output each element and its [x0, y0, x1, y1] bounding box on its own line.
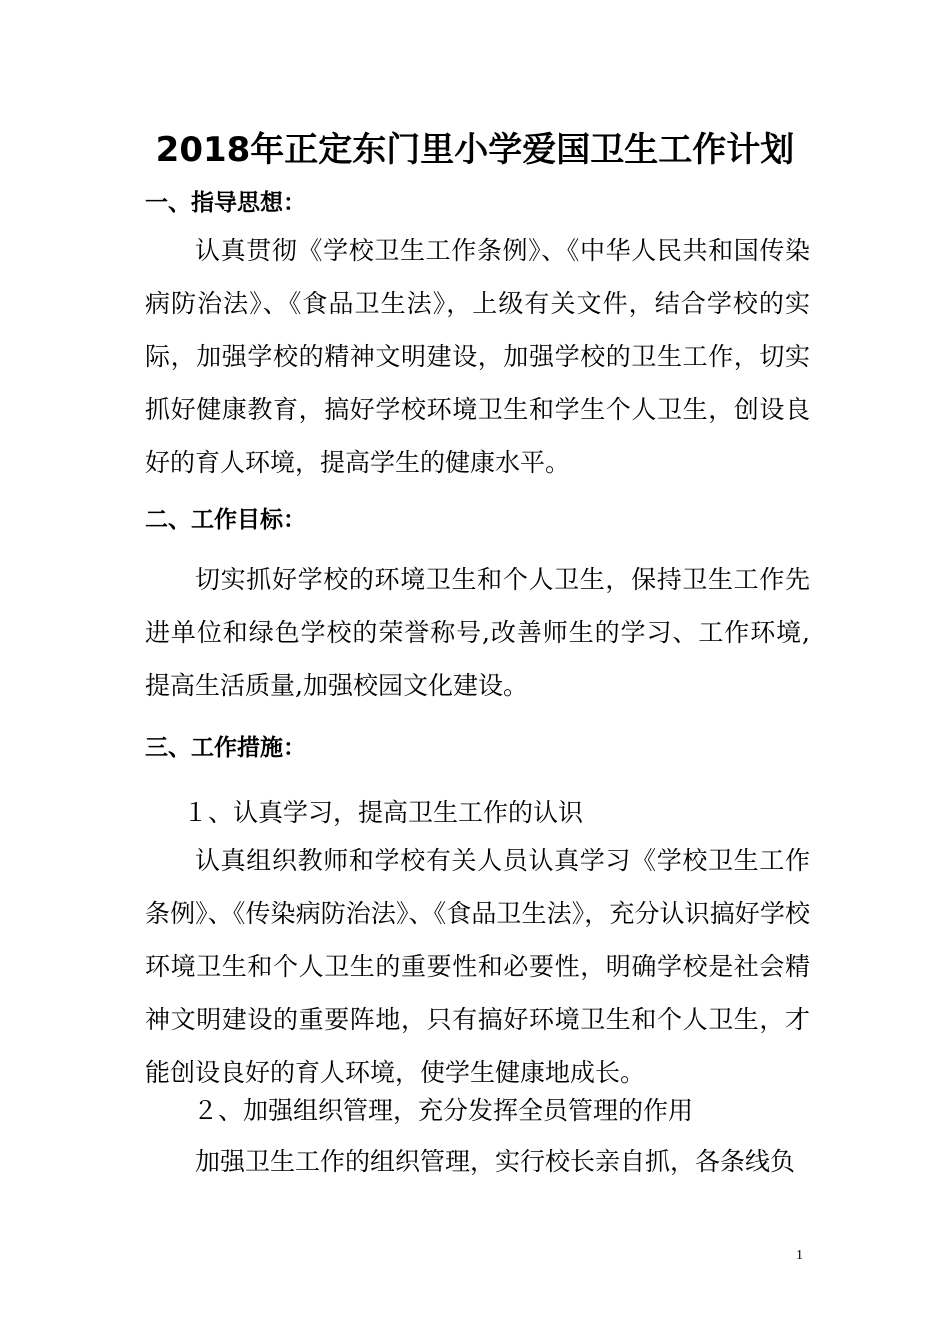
- measure-paragraph-2: 加强卫生工作的组织管理，实行校长亲自抓，各条线负: [195, 1147, 796, 1176]
- page-number: 1: [796, 1248, 803, 1263]
- measure-subheading-2: ２、加强组织管理，充分发挥全员管理的作用: [193, 1096, 694, 1125]
- section-heading-guiding-ideology: 一、指导思想：: [145, 190, 306, 216]
- section-heading-work-measures: 三、工作措施：: [145, 735, 306, 761]
- document-title: 2018年正定东门里小学爱国卫生工作计划: [155, 130, 795, 170]
- measure-subheading-1: １、认真学习，提高卫生工作的认识: [183, 798, 584, 827]
- section-heading-work-goals: 二、工作目标：: [145, 507, 306, 533]
- section-paragraph-work-goals: 切实抓好学校的环境卫生和个人卫生，保持卫生工作先进单位和绿色学校的荣誉称号,改善师生的学习、工作环境,提高生活质量,加强校园文化建设。: [145, 565, 810, 700]
- section-paragraph-guiding-ideology: 认真贯彻《学校卫生工作条例》、《中华人民共和国传染病防治法》、《食品卫生法》，上级有关文件，结合学校的实际，加强学校的精神文明建设，加强学校的卫生工作，切实抓好健康教育，搞好学校环境卫生和学生个人卫生，创设良好的育人环境，提高学生的健康水平。: [145, 236, 810, 477]
- measure-paragraph-1: 认真组织教师和学校有关人员认真学习《学校卫生工作条例》、《传染病防治法》、《食品卫生法》，充分认识搞好学校环境卫生和个人卫生的重要性和必要性，明确学校是社会精神文明建设的重要阵地，只有搞好环境卫生和个人卫生，才能创设良好的育人环境，使学生健康地成长。: [145, 846, 810, 1087]
